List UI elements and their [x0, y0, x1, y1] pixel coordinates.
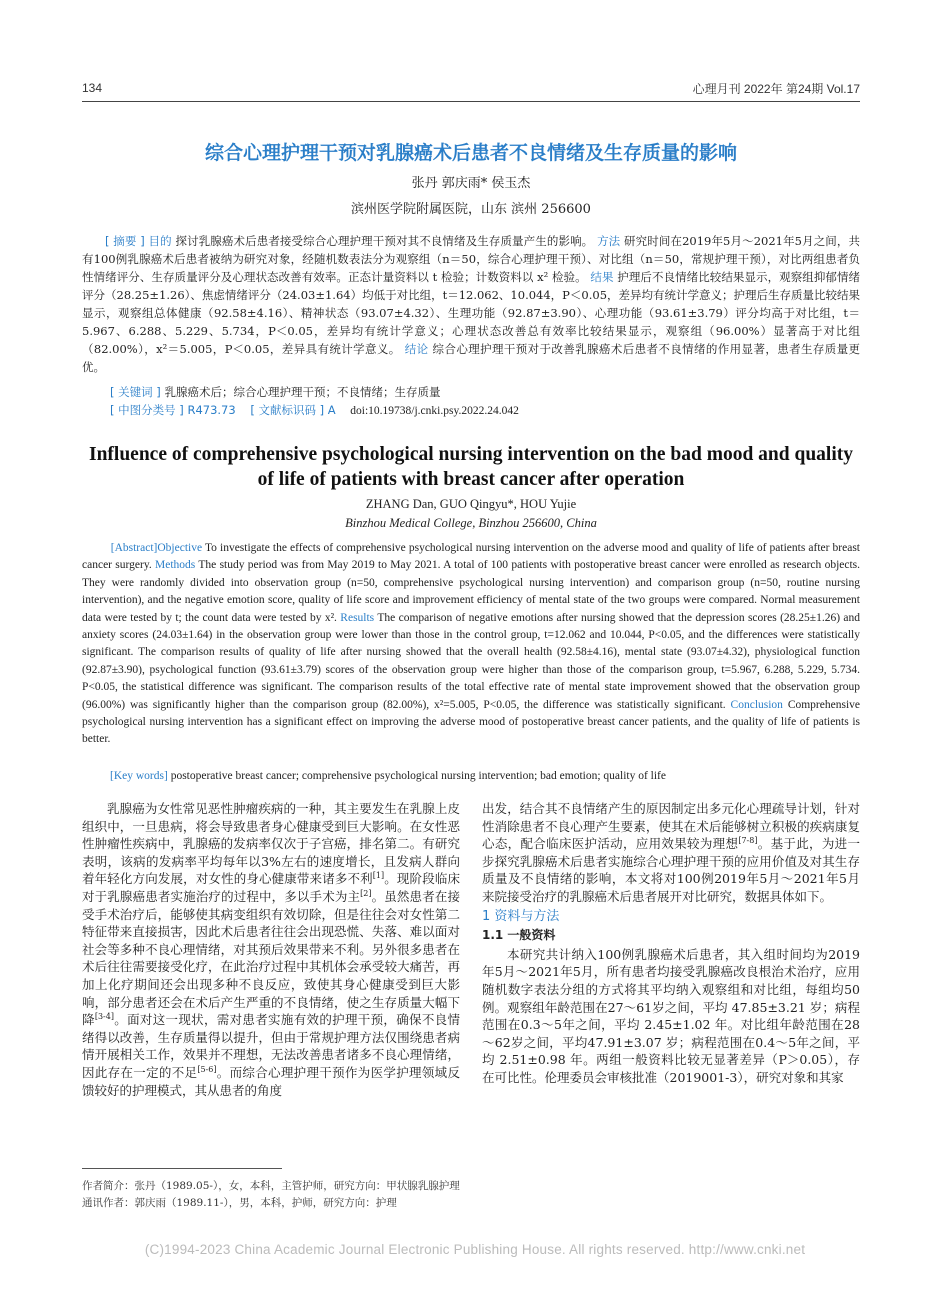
- methods-zh: 研究时间在2019年5月～2021年5月之间，共有100例乳腺癌术后患者被纳为研究对象，经随机数表法分为观察组（n＝50，综合心理护理干预）、对比组（n＝50，常规护理干预），对比两组患者负性情绪评分、生存质量评分及心理状态改善有效率。正态计量资料以 t 检验；计数资料以 x² 检验。: [82, 234, 861, 284]
- results-en: The comparison of negative emotions after nursing showed that the depression scores (28.25±1.26) and anxiety scores (24.03±1.64) in the observation group were lower than those in the control group, t=12.062 and 10.044, P<0.05, and the differences were statistically significant. The comparison results of quality of life after nursing showed that the overall health (92.58±4.16), mental state (93.07±4.32), physiological function (92.87±3.90), psychological function (93.61±3.79) scores of the observation group were higher than those of the comparison group, t=5.967, 6.288, 5.229, 5.734. P<0.05, the statistical difference was significant. The comparison results of the total effective rate of mental state improvement showed that the observation group (96.00%) was significantly higher than the comparison group (82.00%), x²=5.005, P<0.05, the difference was statistically significant.: [82, 611, 861, 711]
- intro-text-c: 。虽然患者在接受手术治疗后，能够使其病变组织有效切除，但是往往会对女性第二特征带来直接损害，因此术后患者往往会出现恐慌、失落、难以面对社会等多种不良心理情绪，对其预后效果带来不利。另外很多患者在术后往往需要接受化疗，在此治疗过程中其机体会承受较大痛苦，再加上化疗期间还会出现多种不良反应，致使其身心健康受到巨大影响，部分患者还会在术后产生严重的不良情绪，使之生存质量大幅下降: [82, 888, 460, 1028]
- intro-cont-b: 。基于此，为进一步探究乳腺癌术后患者实施综合心理护理干预的应用价值及对其生存质量及不良情绪的影响，本文将对100例2019年5月～2021年5月来院接受治疗的乳腺癌术后患者展开对比研究，数据具体如下。: [482, 836, 860, 904]
- results-zh-label: 结果: [590, 270, 614, 284]
- abstract-en-label: [Abstract]: [110, 542, 158, 554]
- header-rule: [82, 101, 860, 102]
- page-number: 134: [82, 81, 103, 95]
- conclusion-en: Comprehensive psychological nursing intervention has a significant effect on improving the adverse mood of postoperative breast cancer patients, and the quality of life of patients is better.: [82, 698, 860, 746]
- clc-label: [ 中图分类号 ]: [110, 403, 184, 417]
- doc-code-value: A: [327, 403, 336, 417]
- abstract-zh-label: [ 摘要 ]: [105, 234, 145, 248]
- section-heading-1: 1 资料与方法: [482, 908, 560, 924]
- abstract-zh: [82, 232, 860, 376]
- classification-line: [82, 401, 860, 420]
- intro-paragraph-1: [82, 800, 460, 1099]
- keywords-zh: [82, 383, 860, 401]
- methods-en-label: Methods: [155, 559, 196, 572]
- footnote-corresponding-author: 通讯作者：郭庆雨（1989.11-），男，本科，护师，研究方向：护理: [82, 1197, 397, 1209]
- footnote-author-bio: 作者简介：张丹（1989.05-），女，本科，主管护师，研究方向：甲状腺乳腺护理: [82, 1180, 460, 1192]
- keywords-en: [82, 768, 860, 785]
- objective-zh-label: 目的: [148, 234, 172, 248]
- intro-text-b: 。现阶段临床对于乳腺癌患者实施治疗的过程中，多以手术为主: [82, 871, 460, 904]
- citation-5: [7-8]: [738, 836, 758, 846]
- objective-en: To investigate the effects of comprehensive psychological nursing intervention on the adverse mood and quality of life of patients after breast cancer surgery.: [82, 542, 860, 572]
- running-header: [82, 79, 860, 101]
- objective-zh: 探讨乳腺癌术后患者接受综合心理护理干预对其不良情绪及生存质量产生的影响。: [175, 234, 594, 248]
- results-zh: 护理后不良情绪比较结果显示，观察组抑郁情绪评分（28.25±1.26）、焦虑情绪评分（24.03±1.64）均低于对比组，t＝12.062、10.044，P＜0.05，差异均有统计学意义；护理后生存质量比较结果显示，观察组总体健康（92.58±4.16）、精神状态（93.07±4.32）、生理功能（92.87±3.90）、心理功能（93.61±3.79）评分均高于对比组，t＝5.967、6.288、5.229、5.734，P＜0.05，差异均有统计学意义；心理状态改善总有效率比较结果显示，观察组（96.00%）显著高于对比组（82.00%），x²＝5.005，P＜0.05，差异具有统计学意义。: [82, 270, 861, 356]
- intro-cont-a: 出发，结合其不良情绪产生的原因制定出多元化心理疏导计划，针对性消除患者不良心理产生要素，使其在术后能够树立积极的疾病康复心态，配合临床医护活动，应用效果较为理想: [482, 801, 860, 852]
- conclusion-en-label: Conclusion: [730, 698, 783, 711]
- conclusion-zh-label: 结论: [404, 342, 429, 356]
- citation-2: [2]: [360, 888, 372, 898]
- authors-en: ZHANG Dan, GUO Qingyu*, HOU Yujie: [365, 497, 577, 511]
- affiliation-en: Binzhou Medical College, Binzhou 256600, China: [345, 516, 597, 530]
- doc-code-label: [ 文献标识码 ]: [250, 403, 325, 417]
- affiliation-zh: 滨州医学院附属医院，山东 滨州 256600: [351, 202, 591, 217]
- keywords-zh-text: 乳腺癌术后；综合心理护理干预；不良情绪；生存质量: [164, 385, 441, 399]
- clc-value: R473.73: [187, 403, 236, 417]
- intro-paragraph-2: [482, 800, 860, 906]
- citation-4: [5-6]: [197, 1064, 217, 1074]
- intro-text-d: 。面对这一现状，需对患者实施有效的护理干预，确保不良情绪得以改善，生存质量得以提升，但由于常规护理方法仅围绕患者病情开展相关工作，效果并不理想，无法改善患者诸多不良心理情绪，因此存在一定的不足: [82, 1012, 460, 1080]
- footnote-rule: [82, 1168, 282, 1169]
- body-right-column: [482, 800, 860, 1087]
- title-zh: 综合心理护理干预对乳腺癌术后患者不良情绪及生存质量的影响: [204, 142, 737, 164]
- keywords-zh-label: [ 关键词 ]: [110, 385, 161, 399]
- methods-zh-label: 方法: [597, 234, 621, 248]
- keywords-en-label: [Key words]: [110, 770, 168, 782]
- keywords-en-text: postoperative breast cancer; comprehensive psychological nursing intervention; bad emotion; quality of life: [170, 770, 666, 782]
- citation-3: [3-4]: [94, 1011, 114, 1021]
- citation-1: [1]: [372, 871, 385, 881]
- general-data-paragraph: 本研究共计纳入100例乳腺癌术后患者，其入组时间均为2019年5月～2021年5月，所有患者均接受乳腺癌改良根治术治疗，应用随机数字表法分组的方式将其平均纳入观察组和对比组，每组均50例。观察组年龄范围在27～61岁之间，平均 47.85±3.21 岁；病程范围在0.3～5年之间，平均 2.45±1.02 年。对比组年龄范围在28～62岁之间，平均47.91±3.07 岁；病程范围在0.4～5年之间，平均 2.51±0.98 年。两组一般资料比较无显著差异（P＞0.05），存在可比性。伦理委员会审核批准（2019001-3），研究对象和其家: [482, 946, 860, 1085]
- objective-en-label: Objective: [157, 542, 203, 554]
- intro-text-e: 。而综合心理护理干预作为医学护理领域反馈较好的护理模式，其从患者的角度: [82, 1064, 460, 1098]
- title-en: Influence of comprehensive psychological nursing intervention on the bad mood and quality of life of patients with breast cancer after operation: [88, 444, 853, 490]
- body-left-column: [82, 800, 460, 1099]
- authors-zh: 张丹 郭庆雨* 侯玉杰: [411, 176, 531, 191]
- doi: doi:10.19738/j.cnki.psy.2022.24.042: [350, 405, 519, 417]
- abstract-en: [82, 540, 860, 749]
- journal-name: 心理月刊 2022年 第24期 Vol.17: [692, 82, 860, 96]
- conclusion-zh: 综合心理护理干预对于改善乳腺癌术后患者不良情绪的作用显著，患者生存质量更优。: [82, 342, 861, 374]
- intro-text-a: 乳腺癌为女性常见恶性肿瘤疾病的一种，其主要发生在乳腺上皮组织中，一旦患病，将会导致患者身心健康受到巨大影响。在女性恶性肿瘤性疾病中，乳腺癌的发病率仅次于子宫癌，排名第二。有研究表明，该病的发病率平均每年以3%左右的速度增长，且发病人群向着年轻化方向发展，对女性的身心健康带来诸多不利: [82, 801, 460, 887]
- subsection-heading-1-1: 1.1 一般资料: [482, 928, 556, 943]
- copyright-watermark: (C)1994-2023 China Academic Journal Electronic Publishing House. All rights reserved. http://www.cnki.net: [144, 1242, 806, 1257]
- results-en-label: Results: [340, 611, 375, 624]
- methods-en: The study period was from May 2019 to May 2021. A total of 100 patients with postoperative breast cancer were enrolled as research objects. They were randomly divided into observation group (n=50, comprehensive psychological nursing intervention) and comparison group (n=50, routine nursing intervention), and the negative emotion score, quality of life score and improvement efficiency of mental state of the two groups were compared. Normal measurement data were tested by t; the count data were tested by x².: [82, 559, 861, 624]
